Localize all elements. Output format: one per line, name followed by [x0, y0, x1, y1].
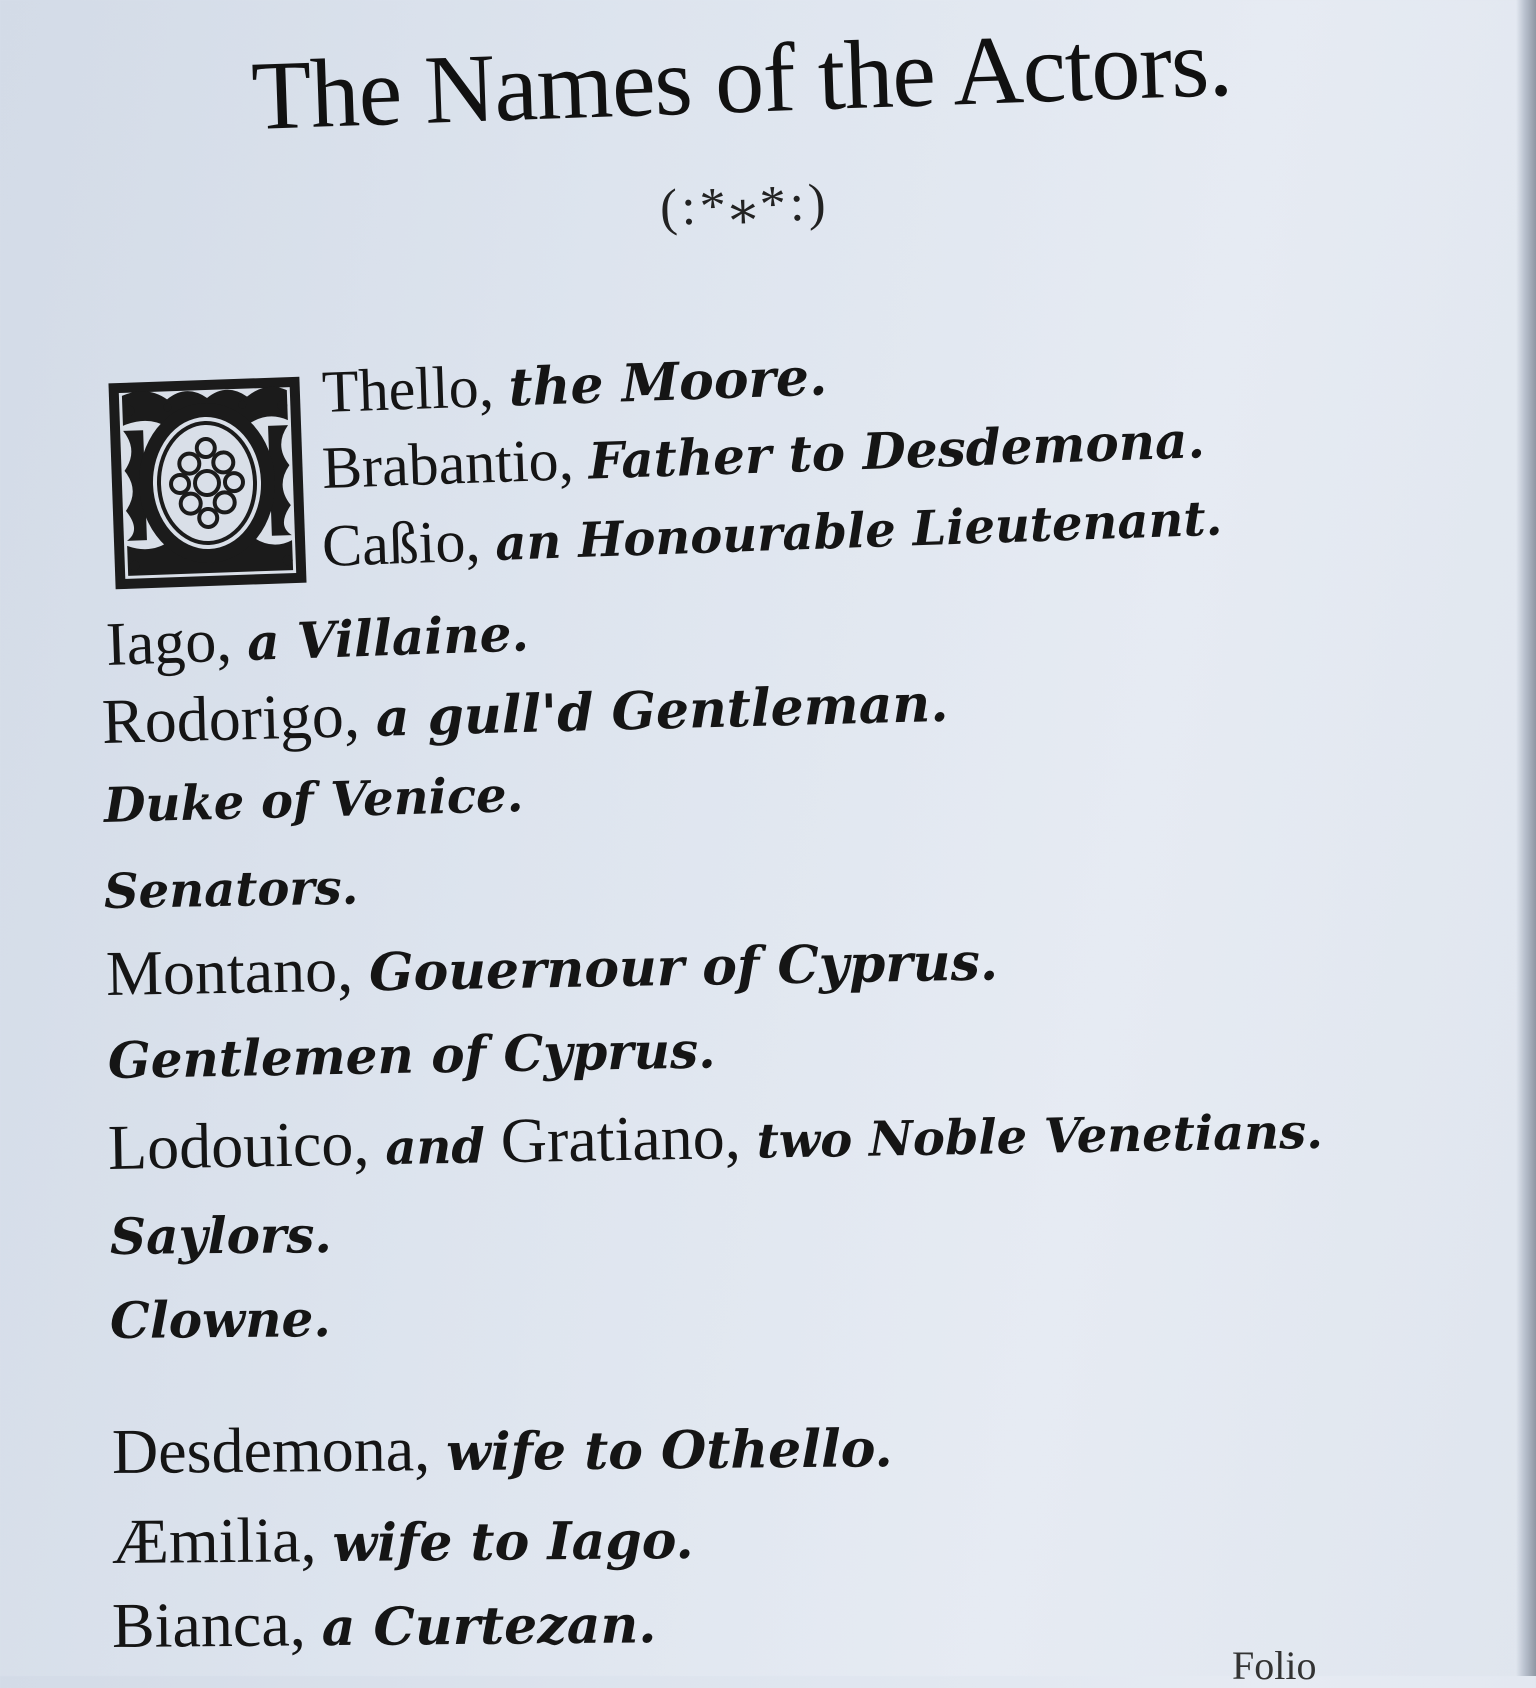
cast-description: an Honourable Lieutenant. — [494, 490, 1224, 572]
cast-description: a Villaine. — [246, 603, 530, 673]
cast-description: Senators. — [103, 859, 359, 920]
cast-line-aemilia — [111, 1504, 694, 1577]
cast-connector: and — [384, 1118, 486, 1177]
cast-line-clowne — [109, 1289, 332, 1350]
cast-name: Lodouico, — [107, 1107, 370, 1183]
cast-name-secondary: Gratiano, — [500, 1100, 742, 1177]
cast-line-bianca — [111, 1588, 657, 1661]
decorated-initial-o-icon — [106, 375, 308, 592]
cast-line-duke — [103, 767, 524, 834]
page-title: The Names of the Actors. — [249, 8, 1234, 151]
page-gutter-shadow — [1516, 0, 1536, 1676]
cast-name: Caßio, — [320, 507, 482, 579]
cast-line-othello — [320, 344, 829, 425]
cast-description: a gull'd Gentleman. — [374, 672, 950, 749]
cast-line-cassio — [320, 485, 1224, 579]
cast-description: wife to Iago. — [332, 1509, 694, 1575]
cast-line-gentlemen — [107, 1020, 716, 1090]
cast-description: a Curtezan. — [321, 1594, 657, 1659]
cast-description: Clowne. — [109, 1289, 332, 1350]
cast-description: Gentlemen of Cyprus. — [107, 1020, 716, 1090]
cast-name: Rodorigo, — [101, 679, 361, 757]
cast-name: Thello, — [320, 353, 495, 425]
cast-name: Desdemona, — [111, 1413, 431, 1487]
cast-description: wife to Othello. — [445, 1418, 893, 1484]
cast-description: two Noble Venetians. — [756, 1103, 1324, 1170]
cast-line-iago — [104, 599, 530, 679]
cast-line-montano — [105, 926, 999, 1009]
cast-line-desdemona — [111, 1413, 893, 1487]
page-footer-fragment: Folio — [1232, 1643, 1317, 1688]
cast-name: Bianca, — [111, 1588, 306, 1661]
cast-name: Brabantio, — [320, 426, 575, 501]
cast-line-rodorigo — [101, 668, 950, 757]
cast-name: Æmilia, — [111, 1504, 317, 1577]
title-ornament: (:*⁎*:) — [659, 174, 831, 237]
cast-description: Father to Desdemona. — [587, 410, 1206, 491]
cast-line-senators — [103, 859, 359, 920]
cast-description: Saylors. — [109, 1205, 333, 1266]
cast-name: Montano, — [105, 933, 354, 1009]
cast-line-lodouico-gratiano — [107, 1095, 1324, 1183]
cast-description: the Moore. — [507, 346, 829, 419]
cast-description: Duke of Venice. — [103, 767, 524, 834]
cast-line-saylors — [109, 1205, 333, 1266]
cast-description: Gouernour of Cyprus. — [368, 931, 999, 1004]
cast-line-brabantio — [320, 407, 1206, 501]
cast-name: Iago, — [104, 606, 233, 679]
